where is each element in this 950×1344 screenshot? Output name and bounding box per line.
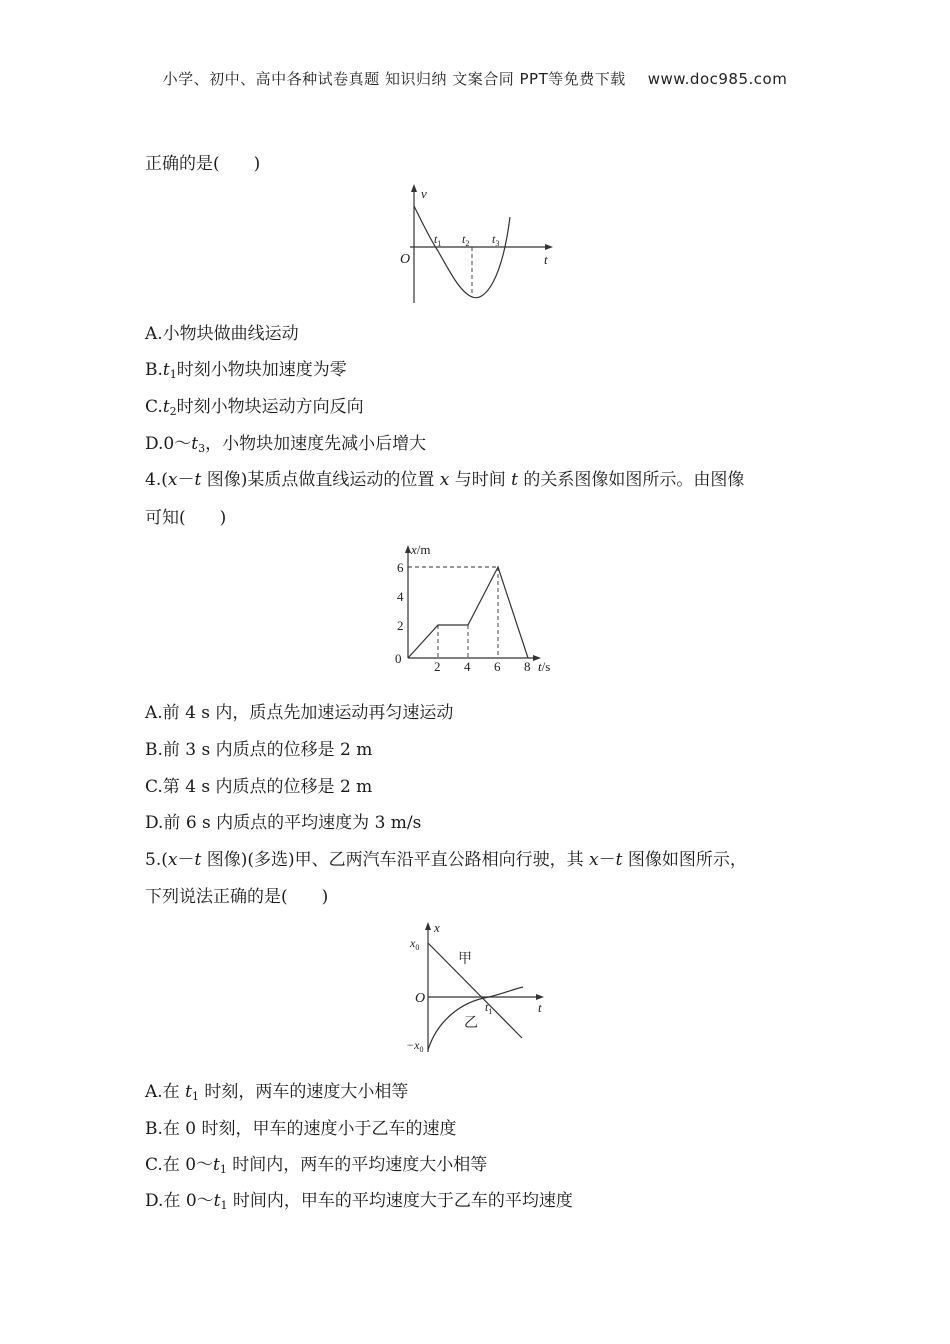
q3-option-d: $D.0\sim t_3$，小物块加速度先减小后增大: [145, 434, 427, 455]
q3-vt-graph: [398, 184, 568, 309]
q4-stem-line1: 4.(x－t 图像)某质点做直线运动的位置 x 与时间 t 的关系图像如图所示。由图像: [145, 470, 745, 490]
q4-stem-line2: 可知( ): [145, 508, 227, 528]
q3-y-arrow: [411, 184, 417, 192]
q3-t3-label: $t_3$: [492, 232, 500, 248]
q4-ytick-2: 2: [397, 618, 404, 633]
q5-y-arrow: [425, 922, 431, 930]
q4-option-b: B.前 3 s 内质点的位移是 2 m: [145, 740, 373, 760]
q3-t1-label: $t_1$: [434, 232, 442, 248]
q4-option-d: D.前 6 s 内质点的平均速度为 3 m/s: [145, 813, 422, 833]
q4-option-a: A.前 4 s 内，质点先加速运动再匀速运动: [145, 703, 454, 723]
q3-stem-tail: 正确的是( ): [145, 154, 261, 174]
q5-neg-x0-label: $-x_0$: [406, 1038, 424, 1054]
q5-t1-label: $t_1$: [485, 1000, 493, 1016]
q5-option-d: D.在 $0\sim t_1$ 时间内，甲车的平均速度大于乙车的平均速度: [145, 1191, 573, 1212]
page-header: [0, 68, 950, 89]
q3-t-label: t: [544, 252, 548, 267]
q4-y-label: x/m: [411, 542, 431, 557]
q3-option-a: A.小物块做曲线运动: [145, 324, 299, 344]
q4-x-label: t/s: [538, 659, 551, 674]
q5-yi-label: 乙: [464, 1016, 478, 1031]
q4-ytick-4: 4: [397, 589, 404, 604]
q3-origin: O: [400, 252, 411, 267]
q5-option-b: B.在 0 时刻，甲车的速度小于乙车的速度: [145, 1119, 457, 1139]
q5-x0-label: $x_0$: [410, 936, 420, 952]
q4-xtick-4: 4: [464, 659, 471, 674]
q5-option-c: C.在 $0\sim t_1$ 时间内，两车的平均速度大小相等: [145, 1155, 488, 1176]
q3-t2-label: $t_2$: [462, 232, 470, 248]
q4-xtick-6: 6: [494, 659, 501, 674]
q3-curve: [414, 206, 510, 298]
q4-line: [408, 567, 528, 658]
q5-origin: O: [415, 991, 426, 1006]
q5-x-label: x: [434, 920, 440, 935]
q3-option-b: $B.t_1$时刻小物块加速度为零: [145, 360, 347, 381]
q5-xt-graph: [400, 916, 560, 1058]
header-site: www.doc985.com: [647, 70, 788, 88]
q5-option-a: A.在 $t_1$ 时刻，两车的速度大小相等: [145, 1082, 409, 1103]
q3-option-c: $C.t_2$时刻小物块运动方向反向: [145, 397, 364, 418]
q5-jia-label: 甲: [458, 952, 472, 967]
q4-xtick-8: 8: [524, 659, 531, 674]
header-text: 小学、初中、高中各种试卷真题 知识归纳 文案合同 PPT等免费下载: [162, 70, 626, 88]
q3-x-arrow: [545, 244, 553, 250]
q3-v-label: v: [421, 186, 427, 201]
q4-ytick-6: 6: [397, 560, 404, 575]
q5-t-label: t: [538, 1000, 542, 1015]
q4-xtick-2: 2: [434, 659, 441, 674]
q4-xt-graph: [394, 538, 564, 673]
q4-option-c: C.第 4 s 内质点的位移是 2 m: [145, 777, 373, 797]
q5-stem-line2: 下列说法正确的是( ): [145, 887, 329, 907]
q5-stem-line1: 5.(x－t 图像)(多选)甲、乙两汽车沿平直公路相向行驶，其 x－t 图像如图所示，: [145, 850, 747, 870]
q4-origin: 0: [395, 651, 402, 666]
